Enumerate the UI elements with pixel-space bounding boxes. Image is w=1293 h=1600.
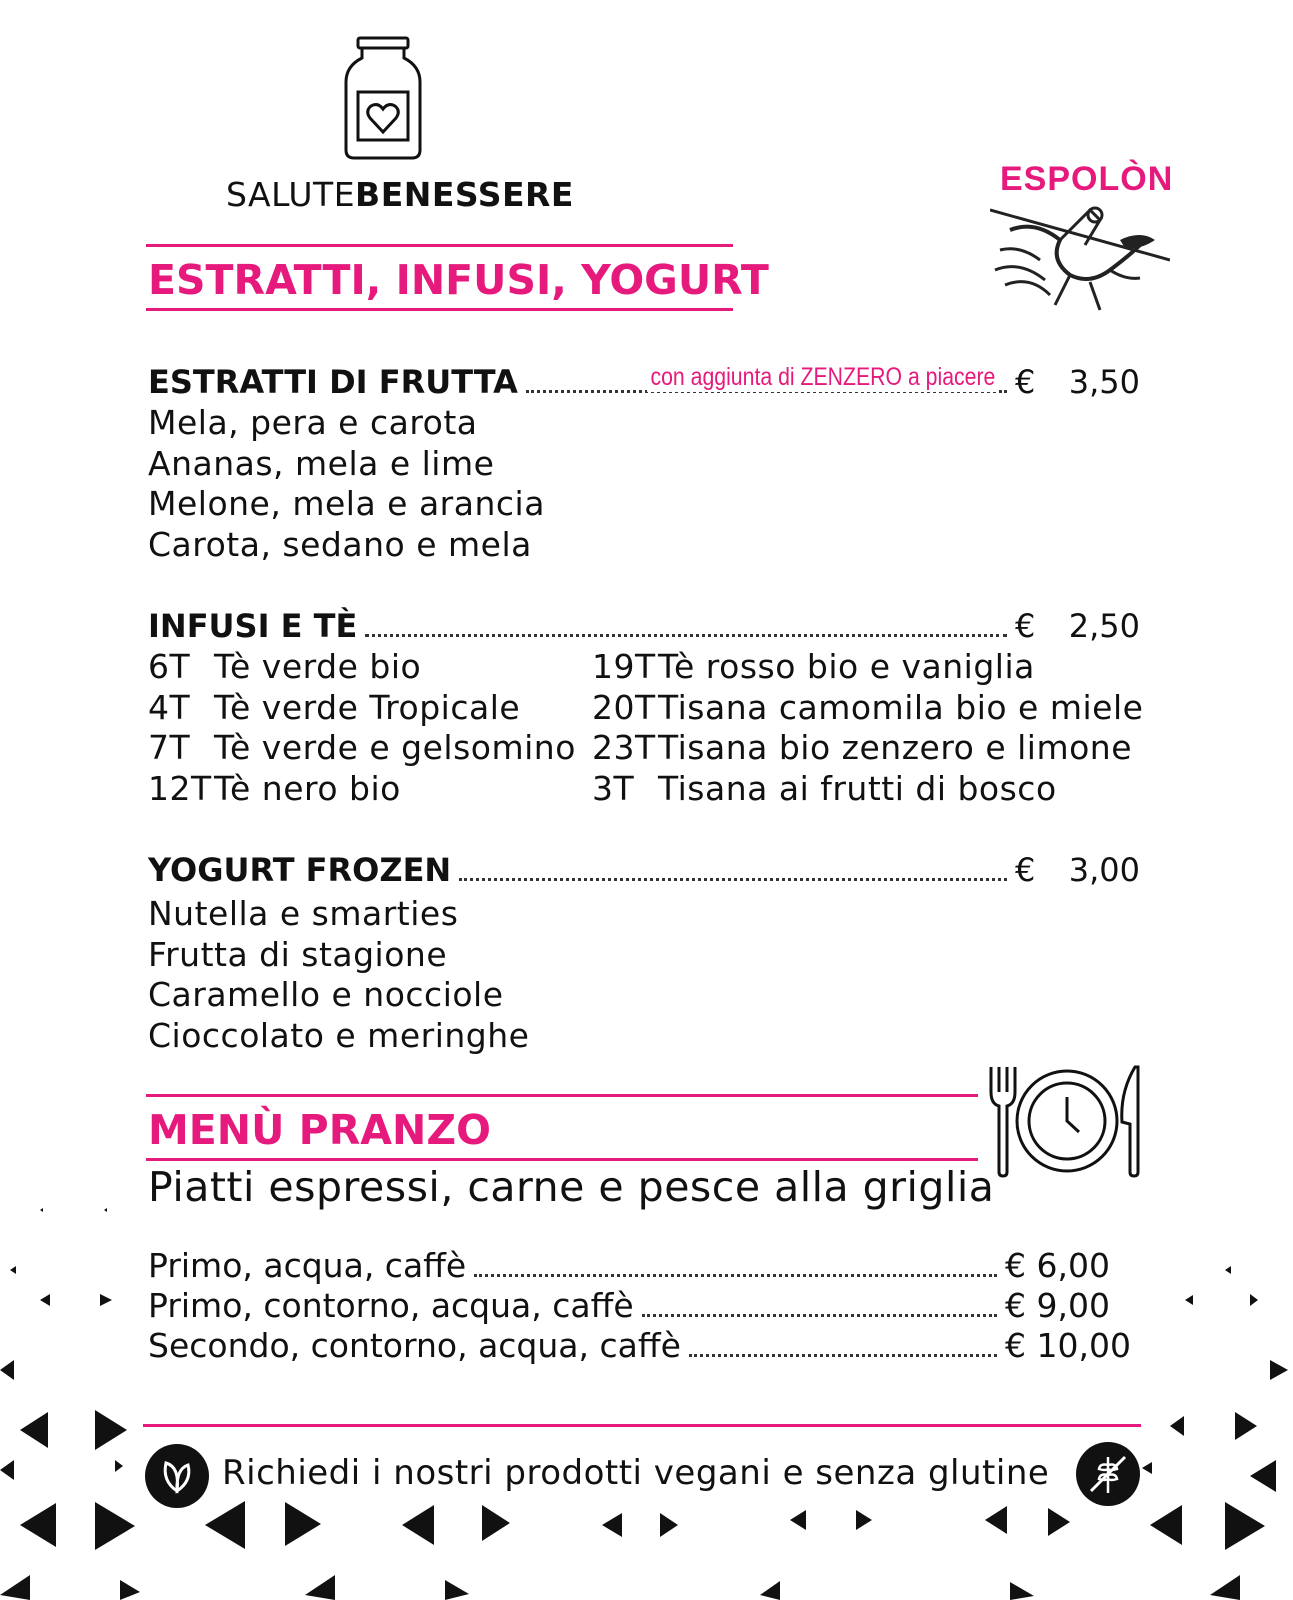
list-item [148, 647, 576, 688]
item-name: Tè rosso bio e vaniglia [658, 647, 1035, 686]
list-item: Carota, sedano e mela [148, 524, 532, 564]
pranzo-row-price: € 6,00 [1005, 1246, 1110, 1285]
item-name: Tisana camomila bio e miele [658, 687, 1144, 727]
plate-clock-icon [985, 1062, 1150, 1180]
yogurt-price [1015, 851, 1140, 889]
item-name: Tisana bio zenzero e limone [658, 728, 1133, 767]
triangle-pattern [0, 1180, 1293, 1600]
pranzo-subtitle: Piatti espressi, carne e pesce alla griglia [148, 1163, 995, 1211]
pranzo-row-price: € 9,00 [1005, 1286, 1110, 1325]
footer-text: Richiedi i nostri prodotti vegani e senza glutine [222, 1453, 1050, 1493]
item-code: 3T [592, 768, 635, 808]
rooster-illustration [990, 200, 1170, 315]
item-name: Tisana ai frutti di bosco [658, 768, 1057, 808]
pranzo-row-label: Primo, contorno, acqua, caffè [148, 1286, 634, 1325]
pranzo-row-label: Secondo, contorno, acqua, caffè [148, 1326, 681, 1365]
estratti-dots [526, 363, 1007, 393]
estratti-note: con aggiunta di ZENZERO a piacere [647, 363, 999, 392]
infusi-currency: € [1015, 607, 1036, 645]
yogurt-row [148, 849, 1140, 889]
item-code: 19T [592, 647, 656, 686]
list-item [148, 688, 576, 729]
section-title-estratti-infusi: ESTRATTI, INFUSI, YOGURT [148, 256, 769, 304]
list-item [148, 769, 576, 810]
yogurt-price-value: 3,00 [1068, 851, 1140, 889]
gluten-free-icon [1076, 1442, 1140, 1506]
estratti-list [148, 403, 545, 565]
list-item [592, 647, 1143, 688]
list-item [148, 728, 576, 769]
section-rule-bottom [146, 308, 733, 311]
pranzo-row-label: Primo, acqua, caffè [148, 1246, 467, 1285]
estratti-name: ESTRATTI DI FRUTTA [148, 363, 518, 401]
infusi-row [148, 605, 1140, 645]
brand-title [226, 175, 574, 214]
yogurt-currency: € [1015, 851, 1036, 889]
vegan-leaf-icon [145, 1444, 209, 1508]
item-code: 12T [148, 768, 212, 808]
section-title-menu-pranzo: MENÙ PRANZO [148, 1106, 491, 1154]
estratti-price-value: 3,50 [1068, 363, 1140, 401]
list-item: Melone, mela e arancia [148, 484, 545, 523]
section-rule-top [146, 244, 733, 247]
list-item [592, 688, 1143, 729]
list-item: Mela, pera e carota [148, 403, 478, 442]
footer-rule [143, 1424, 1141, 1427]
brand-title-light: SALUTE [226, 175, 356, 214]
brand-title-bold: BENESSERE [355, 175, 574, 214]
infusi-name: INFUSI E TÈ [148, 607, 358, 645]
item-code: 20T [592, 687, 656, 727]
item-code: 6T [148, 647, 191, 686]
list-item: Caramello e nocciole [148, 975, 504, 1014]
pranzo-rule-bottom [146, 1158, 978, 1161]
infusi-dots [365, 634, 1007, 637]
item-code: 23T [592, 728, 656, 767]
yogurt-name: YOGURT FROZEN [148, 851, 452, 889]
item-name: Tè verde e gelsomino [214, 728, 576, 767]
infusi-list-left [148, 647, 576, 809]
item-name: Tè verde Tropicale [214, 687, 521, 727]
list-item: Nutella e smarties [148, 894, 459, 933]
jar-heart-icon [340, 34, 425, 164]
infusi-price [1015, 607, 1140, 645]
estratti-row [148, 361, 1140, 401]
list-item [592, 769, 1143, 810]
list-item: Frutta di stagione [148, 934, 448, 974]
espolon-logo-text: ESPOLÒN [1000, 160, 1174, 198]
item-code: 4T [148, 687, 191, 727]
pranzo-rule-top [146, 1094, 978, 1097]
list-item: Ananas, mela e lime [148, 443, 495, 483]
yogurt-dots [459, 878, 1007, 881]
list-item [592, 728, 1143, 769]
infusi-list-right [592, 647, 1143, 809]
estratti-currency: € [1015, 363, 1036, 401]
item-code: 7T [148, 728, 191, 767]
pranzo-row-price: € 10,00 [1005, 1326, 1131, 1365]
espolon-logo [990, 160, 1174, 315]
item-name: Tè verde bio [214, 647, 422, 686]
item-name: Tè nero bio [214, 768, 401, 808]
list-item: Cioccolato e meringhe [148, 1015, 530, 1055]
estratti-price [1015, 363, 1140, 401]
yogurt-list [148, 894, 529, 1056]
infusi-price-value: 2,50 [1068, 607, 1140, 645]
